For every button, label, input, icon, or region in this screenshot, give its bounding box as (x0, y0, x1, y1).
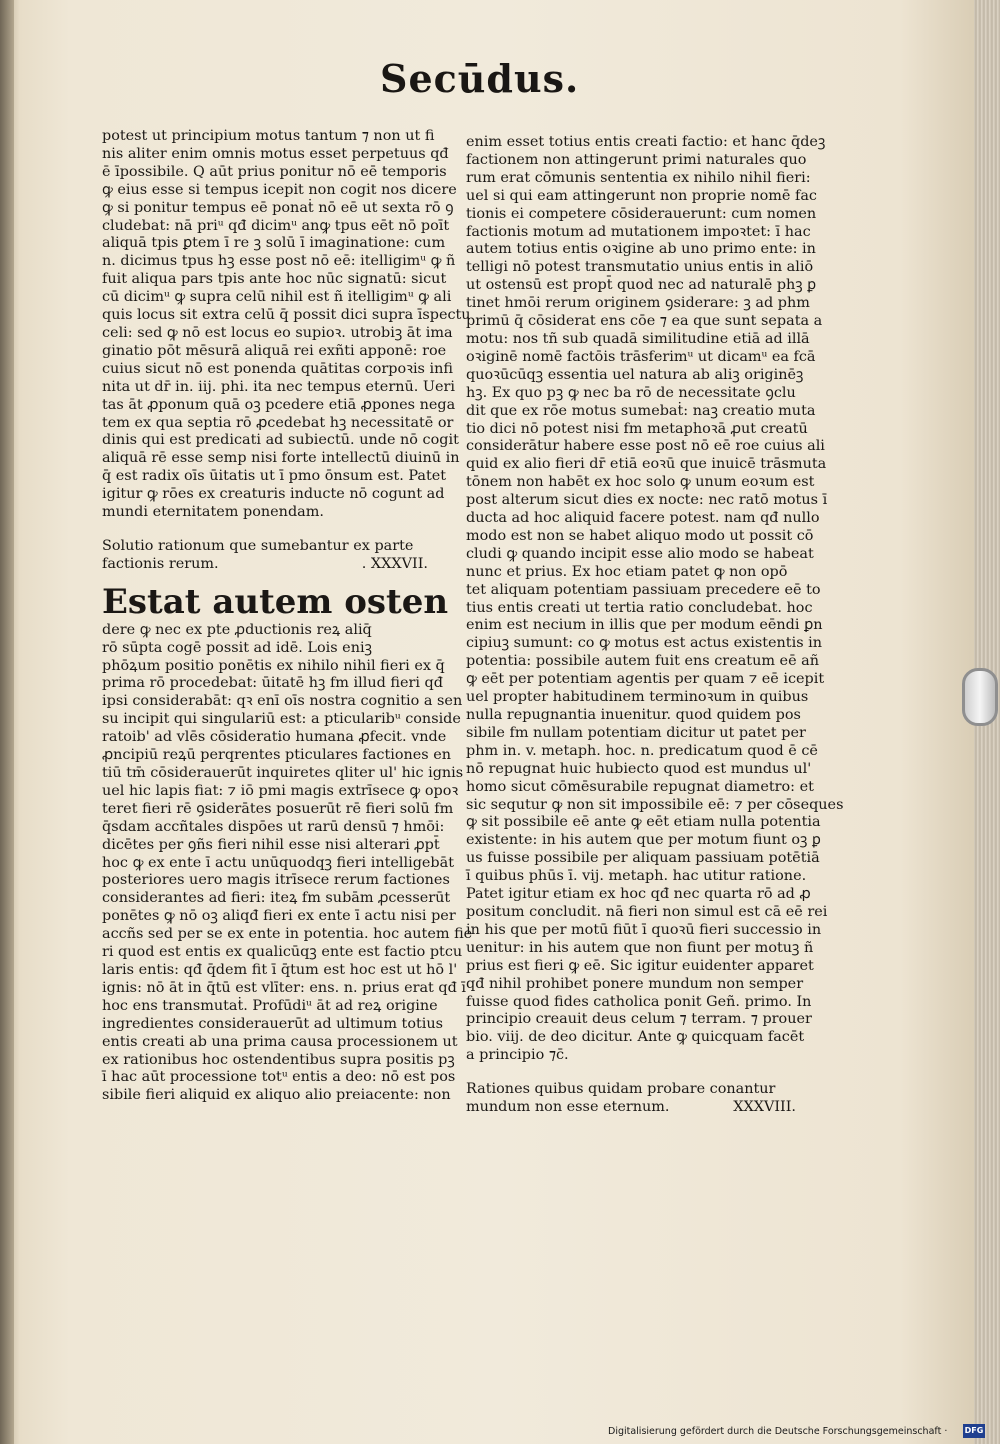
text-line: aliquā rē esse semp nisi forte intellectū diuinū in (102, 450, 460, 467)
rubric-line (466, 1099, 796, 1117)
text-line: uel si qui eam attingerunt non proprie nomē fac (466, 187, 817, 204)
text-line: ipsi considerabāt: qꝛ enī oīs nostra cognitio a sen (102, 693, 463, 710)
text-line: uel propter habitudinem terminoꝛum in quibus (466, 689, 809, 706)
text-line: quoꝛūcūqꝫ essentia uel natura ab aliꝫ originēꝫ (466, 366, 804, 383)
left-text-block-top (102, 128, 471, 522)
text-line: tem ex qua septia rō ꝓcedebat hꝫ necessitatē or (102, 414, 454, 431)
text-line: laris entis: qđ q̄dem fit ī q̄tum est hoc est ut hō l' (102, 961, 458, 978)
book-binding (0, 0, 14, 1444)
chapter-number: . XXXVII. (361, 555, 428, 572)
left-column (102, 128, 473, 1105)
text-line: ī hac aūt processione totᵘ entis a deo: nō est pos (102, 1069, 456, 1086)
text-line: entis creati ab una prima causa processionem ut (102, 1033, 458, 1050)
text-line: tius entis creati ut tertia ratio concludebat. hoc (466, 599, 813, 616)
text-line: tet aliquam potentiam passiuam precedere eē to (466, 581, 821, 598)
text-line: tionis ei competere cōsiderauerunt: cum nomen (466, 205, 817, 222)
text-line: qđ nihil prohibet ponere mundum non semper (466, 975, 804, 992)
text-line: hoc ꝙ ex ente ī actu unūquodqꝫ fieri intelligebāt (102, 854, 455, 871)
rubric-line (102, 556, 428, 574)
text-line: ꝙ eius esse si tempus icepit non cogit nos dicere (102, 181, 457, 198)
text-line: post alterum sicut dies ex nocte: nec ratō motus ī (466, 492, 828, 509)
text-line: enim esset totius entis creati factio: et hanc q̄deꝫ (466, 134, 826, 150)
text-line: dicētes per ꝯñs fieri nihil esse nisi alterari ꝓpt̄ (102, 836, 440, 853)
text-line: tinet hmōi rerum originem ꝯsiderare: ꝫ ad phm (466, 295, 810, 312)
text-line: fuisse quod fides catholica ponit Geñ. primo. In (466, 993, 812, 1010)
text-line: ꝙ sit possibile eē ante ꝙ eēt etiam nulla potentia (466, 814, 821, 831)
text-line: considerātur habere esse post nō eē roe cuius ali (466, 438, 825, 455)
text-line: sibile fm nullam potentiam dicitur ut patet per (466, 724, 806, 741)
text-line: mundi eternitatem ponendam. (102, 504, 324, 521)
text-line: phm in. v. metaph. hoc. n. predicatum quod ē cē (466, 742, 818, 759)
text-line: rō sūpta cogē possit ad idē. Lois eniꝫ (102, 639, 372, 656)
text-line: positum concludit. nā fieri non simul est cā eē rei (466, 903, 828, 920)
rubric-text: mundum non esse eternum. (466, 1099, 670, 1116)
text-line: cū dicimᵘ ꝙ supra celū nihil est ñ itelligimᵘ ꝙ ali (102, 289, 452, 306)
text-line: dere ꝙ nec ex pte ꝓductionis reꝝ aliq̄ (102, 621, 372, 638)
text-line: tio dici nō potest nisi fm metaphoꝛā ꝓut creatū (466, 420, 808, 437)
text-line: phōꝝum positio ponētis ex nihilo nihil fieri ex q̄ (102, 657, 445, 674)
text-line: tōnem non habēt ex hoc solo ꝙ unum eoꝛum est (466, 474, 815, 491)
text-line: telligi nō potest transmutatio unius entis in aliō (466, 259, 814, 276)
text-line: igitur ꝙ rōes ex creaturis inducte nō cogunt ad (102, 486, 445, 503)
text-line: modo est non se habet aliquo modo ut possit cō (466, 527, 814, 544)
text-line: enim est necium in illis que per modum eēndi ꝑn (466, 617, 823, 634)
text-line: autem totius entis oꝛigine ab uno primo ente: in (466, 241, 816, 258)
chapter-rubric-38 (466, 1081, 796, 1117)
text-line: ī quibus phūs ī. vij. metaph. hac utitur ratione. (466, 868, 807, 885)
text-line: sibile fieri aliquid ex aliquo alio preiacente: non (102, 1087, 451, 1104)
rubric-line: Rationes quibus quidam probare conantur (466, 1081, 776, 1098)
text-line: fuit aliqua pars tpis ante hoc nūc signatū: sicut (102, 271, 447, 288)
text-line: dinis qui est predicati ad subiectū. unde nō cogit (102, 432, 459, 449)
text-line: n. dicimus tpus hꝫ esse post nō eē: itelligimᵘ ꝙ ñ (102, 253, 456, 270)
chapter-number: XXXVIII. (733, 1099, 796, 1116)
text-line: primū q̄ cōsiderat ens cōe ⁊ ea que sunt sepata a (466, 313, 823, 330)
text-line: potest ut principium motus tantum ⁊ non ut fi (102, 128, 435, 144)
text-line: ducta ad hoc aliquid facere potest. nam qđ nullo (466, 510, 820, 527)
text-line: nō repugnat huic hubiecto quod est mundus ul' (466, 760, 812, 777)
rubric-line: Solutio rationum que sumebantur ex parte (102, 537, 414, 554)
funding-notice: Digitalisierung gefördert durch die Deutsche Forschungsgemeinschaft · (608, 1426, 948, 1437)
left-text-block-bottom (102, 621, 473, 1105)
text-line: quid ex alio fieri dr̄ etiā eoꝛū que inuicē trāsmuta (466, 456, 827, 473)
text-line: oꝛiginē nomē factōis trāsferimᵘ ut dicamᵘ ea fcā (466, 348, 816, 365)
text-line: dit que ex rōe motus sumebaṫ: naꝫ creatio muta (466, 402, 816, 419)
text-line: bio. viij. de deo dicitur. Ante ꝙ quicquam facēt (466, 1029, 805, 1046)
text-line: ingredientes considerauerūt ad ultimum totius (102, 1015, 444, 1032)
text-line: motu: nos tñ sub quadā similitudine etiā ad illā (466, 330, 810, 347)
chapter-rubric-37 (102, 538, 428, 574)
text-line: homo sicut cōmēsurabile repugnat diametro: et (466, 778, 814, 795)
text-line: nulla repugnantia inuenitur. quod quidem pos (466, 707, 801, 723)
text-line: accñs sed per se ex ente in potentia. hoc autem fie (102, 926, 473, 943)
text-line: factionis motum ad mutationem impoꝛtet: ī hac (466, 223, 811, 240)
text-line: su incipit qui singulariū est: a pticularibᵘ conside (102, 711, 461, 728)
dfg-logo: DFG (963, 1424, 985, 1438)
text-line: q̄ est radix oīs ūitatis ut ī pmo ōnsum est. Patet (102, 468, 447, 485)
page-clip (962, 668, 998, 726)
text-line: cludi ꝙ quando incipit esse alio modo se habeat (466, 545, 814, 562)
right-column (466, 134, 844, 1117)
text-line: potentia: possibile autem fuit ens creatum eē añ (466, 653, 820, 670)
text-line: Patet igitur etiam ex hoc qđ nec quarta rō ad ꝓ (466, 886, 811, 903)
text-line: ꝙ eēt per potentiam agentis per quam ⁊ eē icepit (466, 671, 825, 688)
text-line: ut ostensū est propt̄ quod nec ad naturalē phꝫ ꝑ (466, 277, 817, 294)
text-line: considerantes ad fieri: iteꝝ fm subām ꝓcesserūt (102, 890, 451, 907)
text-line: sic sequtur ꝙ non sit impossibile eē: ⁊ per cōseques (466, 796, 844, 813)
text-line: rum erat cōmunis sententia ex nihilo nihil fieri: (466, 169, 811, 186)
text-line: hꝫ. Ex quo pꝫ ꝙ nec ba rō de necessitate ꝯclu (466, 384, 796, 401)
text-line: prius est fieri ꝙ eē. Sic igitur euidenter apparet (466, 957, 814, 974)
text-line: us fuisse possibile per aliquam passiuam potētiā (466, 850, 820, 867)
text-line: ponētes ꝙ nō oꝫ aliqđ fieri ex ente ī actu nisi per (102, 908, 456, 925)
text-line: posteriores uero magis itrīsece rerum factiones (102, 872, 450, 889)
text-line: nunc et prius. Ex hoc etiam patet ꝙ non opō (466, 563, 788, 580)
text-line: ꝙ si ponitur tempus eē ponaṫ nō eē ut sexta rō ꝯ (102, 199, 454, 216)
text-line: cludebat: nā priᵘ qđ dicimᵘ anꝙ tpus eēt nō poīt (102, 217, 450, 234)
text-line: q̄sdam accñtales dispōes ut rarū densū ⁊ hmōi: (102, 818, 445, 835)
text-line: tas āt ꝓponum quā oꝫ pcedere etiā ꝓpones nega (102, 396, 456, 413)
text-line: celi: sed ꝙ nō est locus eo supioꝛ. utrobiꝫ āt ima (102, 324, 453, 341)
text-line: factionem non attingerunt primi naturales quo (466, 151, 807, 168)
text-line: uenitur: in his autem que non fiunt per motuꝫ ñ (466, 939, 814, 956)
text-line: cipiuꝫ sumunt: co ꝙ motus est actus existentis in (466, 635, 823, 652)
text-line: existente: in his autem que per motum fiunt oꝫ ꝑ (466, 832, 821, 849)
right-text-block (466, 134, 844, 1065)
text-line: prima rō procedebat: ūitatē hꝫ fm illud fieri qđ (102, 675, 443, 692)
running-head: Secūdus. (380, 56, 580, 101)
text-line: tiū tm̄ cōsiderauerūt inquiretes qliter ul' hic ignis (102, 765, 464, 781)
text-line: aliquā tpis ꝑtem ī re ꝫ solū ī imaginatione: cum (102, 235, 446, 252)
text-line: a principio ⁊c̄. (466, 1047, 569, 1064)
text-line: teret fieri rē ꝯsiderātes posuerūt rē fieri solū fm (102, 800, 454, 817)
text-line: principio creauit deus celum ⁊ terram. ⁊ prouer (466, 1011, 812, 1028)
text-line: ē īpossibile. Q aūt prius ponitur nō eē temporis (102, 163, 447, 180)
text-line: ex rationibus hoc ostendentibus supra positis pꝫ (102, 1051, 455, 1068)
text-line: ri quod est entis ex qualicūqꝫ ente est factio ptcu (102, 944, 463, 961)
rubric-text: factionis rerum. (102, 555, 219, 572)
text-line: ꝓncipiū reꝝū perqrentes pticulares factiones en (102, 747, 452, 764)
text-line: ignis: nō āt in q̄tū est vlīter: ens. n. prius erat qđ ī (102, 979, 467, 996)
text-line: nis aliter enim omnis motus esset perpetuus qđ (102, 145, 449, 162)
text-line: ginatio pōt mēsurā aliquā rei exñti apponē: roe (102, 342, 447, 359)
text-line: nita ut dr̄ in. iij. phi. ita nec tempus eternū. Ueri (102, 378, 456, 395)
text-line: quis locus sit extra celū q̄ possit dici supra īspectu (102, 307, 471, 324)
text-line: cuius sicut nō est ponenda quātitas corpoꝛis infi (102, 360, 453, 377)
text-line: in his que per motū fiūt ī quoꝛū fieri successio in (466, 921, 822, 938)
initial-line: Estat autem osten (102, 581, 449, 622)
text-line: ratoib' ad vlēs cōsideratio humana ꝓfecit. vnde (102, 729, 447, 746)
text-line: uel hic lapis fiat: ⁊ iō pmi magis extrīsece ꝙ opoꝛ (102, 782, 459, 799)
text-line: hoc ens transmutaṫ. Profūdiᵘ āt ad reꝝ origine (102, 997, 438, 1014)
